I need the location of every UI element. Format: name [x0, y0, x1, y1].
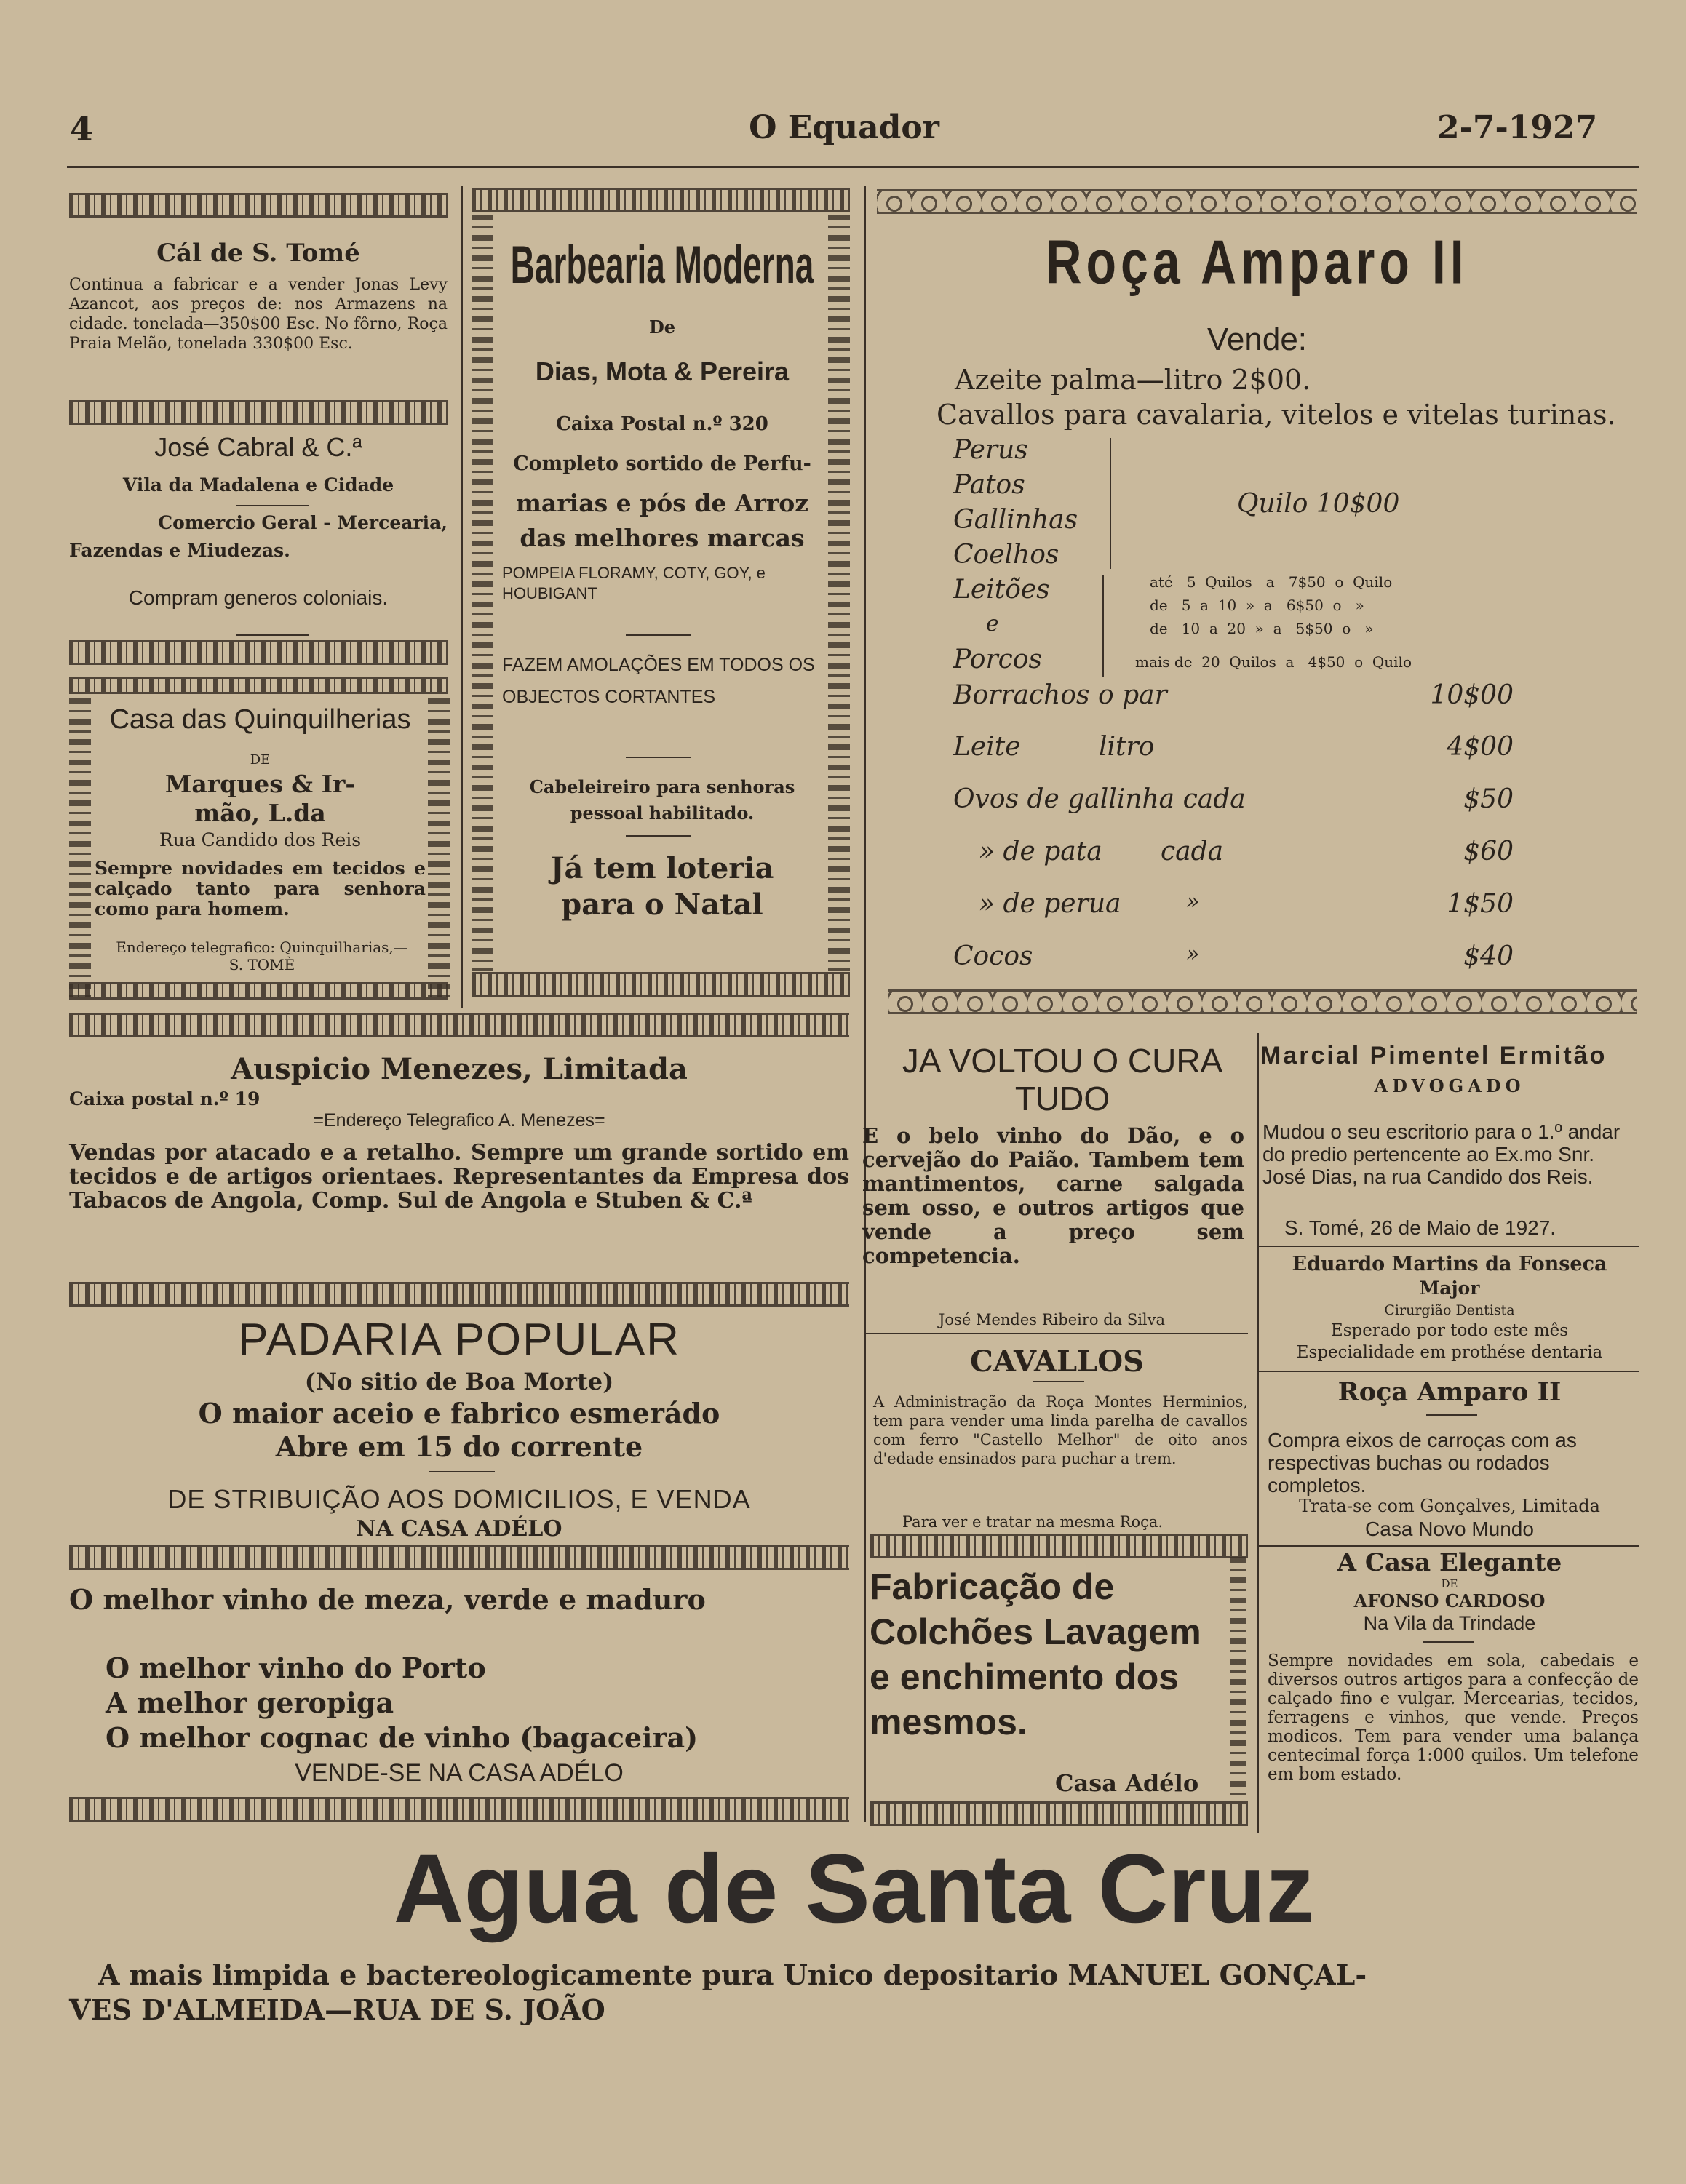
roca-item-price: 10$00 [1430, 680, 1514, 710]
cabral-line1: Comercio Geral - Mercearia, [158, 512, 448, 533]
ornament-border [472, 972, 850, 997]
padaria-line3: DE STRIBUIÇÃO AOS DOMICILIOS, E VENDA [167, 1484, 751, 1514]
cal-title: Cál de S. Tomé [156, 239, 360, 268]
roca-item-mid: cada [1161, 837, 1224, 866]
short-rule [236, 634, 309, 636]
vinho-line1: O melhor vinho de meza, verde e maduro [69, 1583, 706, 1616]
quinq-street: Rua Candido dos Reis [159, 829, 362, 850]
roca-item-mid: litro [1099, 732, 1155, 762]
cura-sign: José Mendes Ribeiro da Silva [939, 1311, 1166, 1328]
roca-ave: Gallinhas [953, 505, 1078, 535]
auspicio-caixa: Caixa postal n.º 19 [69, 1088, 261, 1109]
roca-item-mid: » [1186, 889, 1200, 914]
cura-body: E o belo vinho do Dão, e o cervejão do Paião. Tambem tem mantimentos, carne salgada sem osso, e outros artigos que vende a preço sem competencia. [862, 1123, 1244, 1268]
porcos-row: de 10 a 20 » a 5$50 o » [1150, 620, 1374, 637]
barbearia-cabeleireiro: Cabeleireiro para senhoras pessoal habilitado. [529, 776, 795, 824]
barbearia-brands: POMPEIA FLORAMY, COTY, GOY, e HOUBIGANT [502, 564, 766, 602]
ornament-side [69, 698, 91, 1004]
barbearia-perfumes1: Completo sortido de Perfu- [513, 453, 811, 475]
page-number: 4 [70, 109, 94, 148]
porcos-row: de 5 a 10 » a 6$50 o » [1150, 597, 1364, 614]
short-rule [626, 757, 691, 758]
cavallos-title: CAVALLOS [970, 1344, 1144, 1379]
roca-item-price: 4$00 [1447, 732, 1514, 762]
auspicio-telegraph: =Endereço Telegrafico A. Menezes= [313, 1110, 605, 1131]
roca-item-name: Cocos [953, 941, 1033, 971]
vinho-line2: O melhor vinho do Porto [106, 1651, 486, 1684]
brace [1110, 438, 1111, 569]
ermitao-date: S. Tomé, 26 de Maio de 1927. [1284, 1216, 1556, 1239]
quinq-telegraph: Endereço telegrafico: Quinquilharias,—S. TOMÈ [116, 938, 408, 973]
elegante-place: Na Vila da Trindade [1363, 1612, 1536, 1634]
cavallos-body: A Administração da Roça Montes Herminios, tem para vender uma linda parelha de cavallos com ferro "Castello Melhor" de oito anos d'edade ensinados para puchar a trem. [873, 1393, 1248, 1467]
porcos-row: até 5 Quilos a 7$50 o Quilo [1150, 573, 1393, 591]
roca-item-name: Ovos de gallinha cada [953, 784, 1246, 814]
fonseca-name: Eduardo Martins da Fonseca [1292, 1253, 1607, 1275]
elegante-owner: AFONSO CARDOSO [1353, 1590, 1546, 1611]
ornament-border [69, 1282, 849, 1307]
padaria-line4: NA CASA ADÉLO [356, 1516, 562, 1542]
fonseca-rank: Major [1419, 1278, 1480, 1299]
roca-title: Roça Amparo II [1046, 228, 1468, 298]
elegante-title: A Casa Elegante [1337, 1548, 1562, 1577]
short-rule [1423, 1641, 1474, 1643]
roca-item-price: $50 [1463, 784, 1514, 814]
column-rule-2 [864, 186, 866, 1822]
roca-leitoes: Porcos [953, 645, 1042, 674]
roca-aves-price: Quilo 10$00 [1237, 489, 1400, 519]
ornament-border [472, 188, 850, 212]
auspicio-title: Auspicio Menezes, Limitada [231, 1052, 688, 1086]
roca-item-price: 1$50 [1447, 889, 1514, 919]
ornament-border [870, 1534, 1248, 1558]
fonseca-l2: Especialidade em prothése dentaria [1296, 1343, 1603, 1362]
short-rule [1033, 1381, 1084, 1382]
roca2-l2: Casa Novo Mundo [1365, 1518, 1534, 1540]
section-rule [866, 1333, 1248, 1334]
roca-item-mid: » [1186, 941, 1200, 967]
quinq-name1: Marques & Ir- [164, 770, 356, 798]
ermitao-body: Mudou o seu escritorio para o 1.º andar do predio pertencente ao Ex.mo Snr. José Dias, na rua Candido dos Reis. [1262, 1120, 1621, 1188]
section-rule [1259, 1371, 1639, 1372]
padaria-title: PADARIA POPULAR [238, 1315, 680, 1365]
padaria-line1: O maior aceio e fabrico esmerádo [198, 1397, 720, 1430]
ornament-border [69, 1797, 849, 1822]
ornament-border [69, 400, 448, 425]
short-rule [626, 634, 691, 636]
issue-date: 2-7-1927 [1437, 109, 1598, 146]
colchoes-sign: Casa Adélo [1055, 1769, 1199, 1797]
vinho-line4: O melhor cognac de vinho (bagaceira) [106, 1721, 699, 1754]
auspicio-body: Vendas por atacado e a retalho. Sempre um grande sortido em tecidos e de artigos orientaes. Representantes da Empresa dos Tabacos de Angola, Comp. Sul de Angola e Stuben & C.ª [69, 1140, 849, 1213]
roca-cavallos: Cavallos para cavalaria, vitelos e vitelas turinas. [937, 399, 1616, 431]
elegante-body: Sempre novidades em sola, cabedais e diversos outros artigos para a confecção de calçado fino e vulgar. Mercearias, tecidos, ferragens e vinhos, que vende. Preços modicos. Tem para vender uma balança centecimal força 1:000 quilos. Um telefone em bom estado. [1268, 1651, 1639, 1784]
ornament-side [428, 698, 450, 1004]
roca2-title: Roça Amparo II [1337, 1377, 1562, 1407]
masthead: O Equador [749, 109, 939, 146]
cura-title: JA VOLTOU O CURA TUDO [902, 1042, 1223, 1117]
roca-ave: Coelhos [953, 540, 1059, 570]
section-rule [1259, 1545, 1639, 1547]
barbearia-caixa: Caixa Postal n.º 320 [556, 413, 768, 435]
padaria-line2: Abre em 15 do corrente [275, 1430, 643, 1463]
ermitao-name: Marcial Pimentel Ermitão [1260, 1042, 1607, 1069]
ornament-side [828, 215, 850, 971]
roca2-l1: Trata-se com Gonçalves, Limitada [1299, 1496, 1600, 1516]
ornament-border [69, 193, 448, 218]
roca-vende: Vende: [1206, 322, 1308, 357]
roca2-body: Compra eixos de carroças com as respectivas buchas ou rodados completos. [1268, 1429, 1577, 1496]
cavallos-last: Para ver e tratar na mesma Roça. [902, 1513, 1164, 1531]
colchoes-title: Fabricação de Colchões Lavagem e enchimento dos mesmos. [870, 1566, 1201, 1742]
section-rule [1259, 1246, 1639, 1247]
quinq-name2: mão, L.da [194, 799, 326, 827]
cabral-name: José Cabral & C.ª [154, 432, 362, 462]
fonseca-role: Cirurgião Dentista [1384, 1302, 1515, 1318]
roca-item-name: » de perua [979, 889, 1121, 919]
agua-title: Agua de Santa Cruz [393, 1835, 1315, 1943]
roca-leitoes: e [986, 611, 999, 637]
ornament-border [870, 1801, 1248, 1826]
barbearia-loteria1: Já tem loteria [550, 851, 774, 885]
roca-item-name: » de pata [979, 837, 1102, 866]
vinho-line3: A melhor geropiga [106, 1686, 394, 1719]
barbearia-title: Barbearia Moderna [510, 234, 814, 295]
fonseca-l1: Esperado por todo este mês [1330, 1321, 1569, 1340]
quinq-de: DE [250, 752, 271, 768]
barbearia-perfumes3: das melhores marcas [520, 524, 805, 552]
barbearia-owners: Dias, Mota & Pereira [535, 356, 790, 386]
roca-item-price: $60 [1463, 837, 1514, 866]
roca-ave: Perus [953, 435, 1028, 465]
vinho-line5: VENDE-SE NA CASA ADÉLO [295, 1759, 624, 1787]
quinq-body: Sempre novidades em tecidos e calçado tanto para senhora como para homem. [95, 858, 426, 920]
padaria-sub: (No sitio de Boa Morte) [304, 1368, 614, 1395]
ornament-border [69, 640, 448, 665]
porcos-row: mais de 20 Quilos a 4$50 o Quilo [1135, 653, 1412, 671]
ornament-border [69, 1013, 849, 1037]
brace [1102, 575, 1104, 677]
roca-item-price: $40 [1463, 941, 1514, 971]
ornament-side [1230, 1557, 1246, 1797]
chain-border [877, 189, 1637, 214]
cal-body: Continua a fabricar e a vender Jonas Levy Azancot, aos preços de: nos Armazens na cidade. tonelada—350$00 Esc. No fôrno, Roça Praia Melão, tonelada 330$00 Esc. [69, 276, 448, 353]
ornament-border [69, 1545, 849, 1570]
barbearia-de: De [648, 316, 676, 338]
ornament-side [472, 215, 493, 971]
header-rule [67, 166, 1639, 168]
short-rule [626, 835, 691, 837]
cabral-place: Vila da Madalena e Cidade [122, 474, 394, 495]
cabral-line2: Fazendas e Miudezas. [69, 540, 290, 561]
barbearia-perfumes2: marias e pós de Arroz [516, 489, 808, 517]
chain-border [888, 989, 1637, 1014]
column-rule-1 [461, 186, 463, 1008]
short-rule [1426, 1414, 1477, 1416]
ornament-border [69, 982, 448, 1000]
elegante-de: DE [1441, 1577, 1458, 1590]
short-rule [236, 505, 309, 506]
agua-line2: VES D'ALMEIDA—RUA DE S. JOÃO [69, 1993, 605, 2026]
roca-item-name: Leite [953, 732, 1021, 762]
roca-item-name: Borrachos o par [953, 680, 1167, 710]
ermitao-role: ADVOGADO [1374, 1075, 1525, 1096]
agua-line1: A mais limpida e bactereologicamente pura Unico depositario MANUEL GONÇAL- [98, 1958, 1367, 1991]
roca-azeite: Azeite palma—litro 2$00. [955, 364, 1311, 396]
quinq-title: Casa das Quinquilherias [109, 704, 411, 735]
ornament-border [69, 677, 448, 694]
column-rule-3 [1257, 1033, 1259, 1833]
short-rule [429, 1471, 495, 1472]
barbearia-loteria2: para o Natal [561, 888, 763, 922]
roca-leitoes: Leitões [953, 575, 1050, 605]
cabral-line3: Compram generos coloniais. [128, 586, 389, 609]
barbearia-amolacoes: FAZEM AMOLAÇÕES EM TODOS OS OBJECTOS CORTANTES [502, 655, 815, 707]
roca-ave: Patos [953, 470, 1025, 500]
